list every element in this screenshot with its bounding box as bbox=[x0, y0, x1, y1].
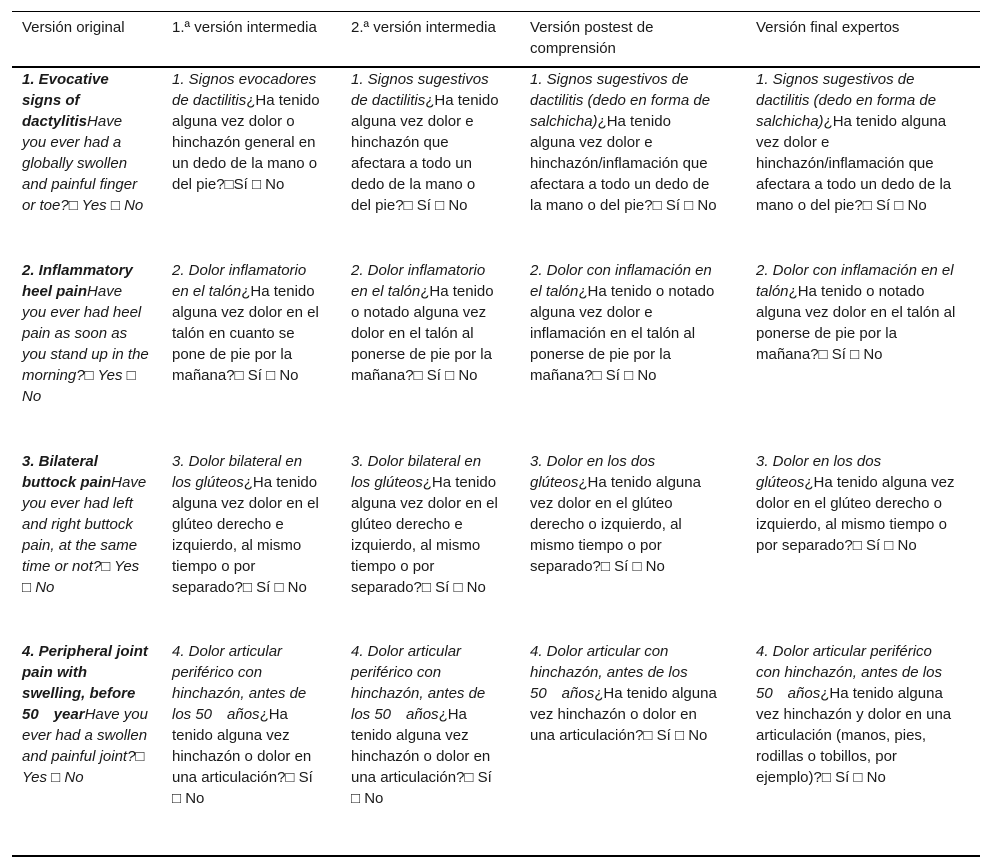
header-postest: Versión postest de comprensión bbox=[530, 19, 654, 57]
row-3-v2 bbox=[351, 451, 499, 598]
item-question: ¿Ha tenido alguna vez dolor en el glúteo derecho e izquierdo, al mismo tiempo o por separado?□ Sí □ No bbox=[351, 474, 498, 596]
item-title: 1. Signos sugestivos de dactilitis (dedo en forma de salchicha) bbox=[530, 71, 711, 130]
row-4-v2 bbox=[351, 641, 499, 809]
item-title: 3. Dolor en los dos glúteos bbox=[756, 453, 882, 491]
row-1-original bbox=[22, 69, 150, 216]
row-4-postest bbox=[530, 641, 720, 746]
item-title: 1. Evocative signs of dactylitis bbox=[22, 71, 109, 130]
item-question: ¿Ha tenido o notado alguna vez dolor en el talón al ponerse de pie por la mañana?□ Sí □ No bbox=[756, 283, 956, 363]
item-title: 1. Signos evocadores de dactilitis bbox=[172, 71, 317, 109]
item-title: 3. Bilateral buttock pain bbox=[22, 453, 112, 491]
item-question: Have you ever had a swollen and painful joint?□ Yes □ No bbox=[22, 706, 148, 786]
item-title: 2. Dolor inflamatorio en el talón bbox=[351, 262, 486, 300]
item-title: 2. Dolor inflamatorio en el talón bbox=[172, 262, 307, 300]
item-title: 3. Dolor en los dos glúteos bbox=[530, 453, 656, 491]
row-4-final bbox=[756, 641, 956, 788]
row-2-v1 bbox=[172, 260, 320, 386]
item-title: 4. Peripheral joint pain with swelling, before 50 year bbox=[22, 643, 148, 723]
row-2-postest bbox=[530, 260, 720, 386]
row-1-postest bbox=[530, 69, 720, 216]
item-title: 2. Dolor con inflamación en el talón bbox=[756, 262, 954, 300]
item-question: ¿Ha tenido alguna vez dolor en el glúteo derecho o izquierdo, al mismo tiempo o por separado?□ Sí □ No bbox=[756, 474, 955, 554]
top-rule bbox=[12, 11, 980, 12]
item-question: ¿Ha tenido alguna vez dolor e hinchazón/inflamación que afectara a todo un dedo de la mano o del pie?□ Sí □ No bbox=[756, 113, 952, 214]
item-question: ¿Ha tenido alguna vez dolor e hinchazón/inflamación que afectara a todo un dedo de la mano o del pie?□ Sí □ No bbox=[530, 113, 717, 214]
item-question: Have you ever had left and right buttock pain, at the same time or not?□ Yes □ No bbox=[22, 474, 147, 596]
row-1-final bbox=[756, 69, 956, 216]
row-3-postest bbox=[530, 451, 720, 577]
item-title: 3. Dolor bilateral en los glúteos bbox=[351, 453, 482, 491]
row-4-original bbox=[22, 641, 150, 788]
item-title: 2. Dolor con inflamación en el talón bbox=[530, 262, 712, 300]
bottom-rule bbox=[12, 855, 980, 857]
row-2-v2 bbox=[351, 260, 499, 386]
item-question: Have you ever had heel pain as soon as you stand up in the morning?□ Yes □ No bbox=[22, 283, 149, 405]
row-1-v1 bbox=[172, 69, 320, 195]
row-1-v2 bbox=[351, 69, 499, 216]
header-second-intermediate: 2.ª versión intermedia bbox=[351, 19, 496, 36]
item-title: 4. Dolor articular periférico con hinchazón, antes de los 50 años bbox=[351, 643, 486, 723]
item-question: ¿Ha tenido alguna vez hinchazón o dolor en una articulación?□ Sí □ No bbox=[172, 706, 313, 807]
item-question: ¿Ha tenido o notado alguna vez dolor e inflamación en el talón al ponerse de pie por la mañana?□ Sí □ No bbox=[530, 283, 715, 384]
row-2-original bbox=[22, 260, 150, 407]
item-title: 3. Dolor bilateral en los glúteos bbox=[172, 453, 303, 491]
row-4-v1 bbox=[172, 641, 320, 809]
item-title: 4. Dolor articular periférico con hinchazón, antes de los 50 años bbox=[756, 643, 942, 702]
item-question: ¿Ha tenido o notado alguna vez dolor en el talón al ponerse de pie por la mañana?□ Sí □ No bbox=[351, 283, 494, 384]
item-title: 4. Dolor articular con hinchazón, antes de los 50 años bbox=[530, 643, 688, 702]
item-question: ¿Ha tenido alguna vez dolor en el talón en cuanto se pone de pie por la mañana?□ Sí □ No bbox=[172, 283, 319, 384]
item-question: Have you ever had a globally swollen and painful finger or toe?□ Yes □ No bbox=[22, 113, 144, 214]
header-original: Versión original bbox=[22, 19, 125, 36]
item-question: ¿Ha tenido alguna vez dolor en el glúteo derecho e izquierdo, al mismo tiempo o por separado?□ Sí □ No bbox=[172, 474, 319, 596]
item-title: 2. Inflammatory heel pain bbox=[22, 262, 133, 300]
item-question: ¿Ha tenido alguna vez dolor en el glúteo derecho o izquierdo, al mismo tiempo o por separado?□ Sí □ No bbox=[530, 474, 701, 575]
item-title: 1. Signos sugestivos de dactilitis (dedo en forma de salchicha) bbox=[756, 71, 937, 130]
item-question: ¿Ha tenido alguna vez hinchazón o dolor en una articulación?□ Sí □ No bbox=[351, 706, 492, 807]
row-3-original bbox=[22, 451, 150, 598]
item-question: ¿Ha tenido alguna vez dolor e hinchazón que afectara a todo un dedo de la mano o del pie?□ Sí □ No bbox=[351, 92, 499, 214]
row-3-final bbox=[756, 451, 956, 556]
header-final-experts: Versión final expertos bbox=[756, 19, 900, 36]
item-title: 4. Dolor articular periférico con hinchazón, antes de los 50 años bbox=[172, 643, 307, 723]
item-question: ¿Ha tenido alguna vez hinchazón y dolor en una articulación (manos, pies, rodillas o tobillos, por ejemplo)?□ Sí □ No bbox=[756, 685, 952, 786]
row-3-v1 bbox=[172, 451, 320, 598]
header-rule bbox=[12, 66, 980, 68]
item-question: ¿Ha tenido alguna vez hinchazón o dolor en una articulación?□ Sí □ No bbox=[530, 685, 717, 744]
item-title: 1. Signos sugestivos de dactilitis bbox=[351, 71, 489, 109]
row-2-final bbox=[756, 260, 956, 365]
header-first-intermediate: 1.ª versión intermedia bbox=[172, 19, 317, 36]
item-question: ¿Ha tenido alguna vez dolor o hinchazón general en un dedo de la mano o del pie?□Sí □ No bbox=[172, 92, 320, 193]
